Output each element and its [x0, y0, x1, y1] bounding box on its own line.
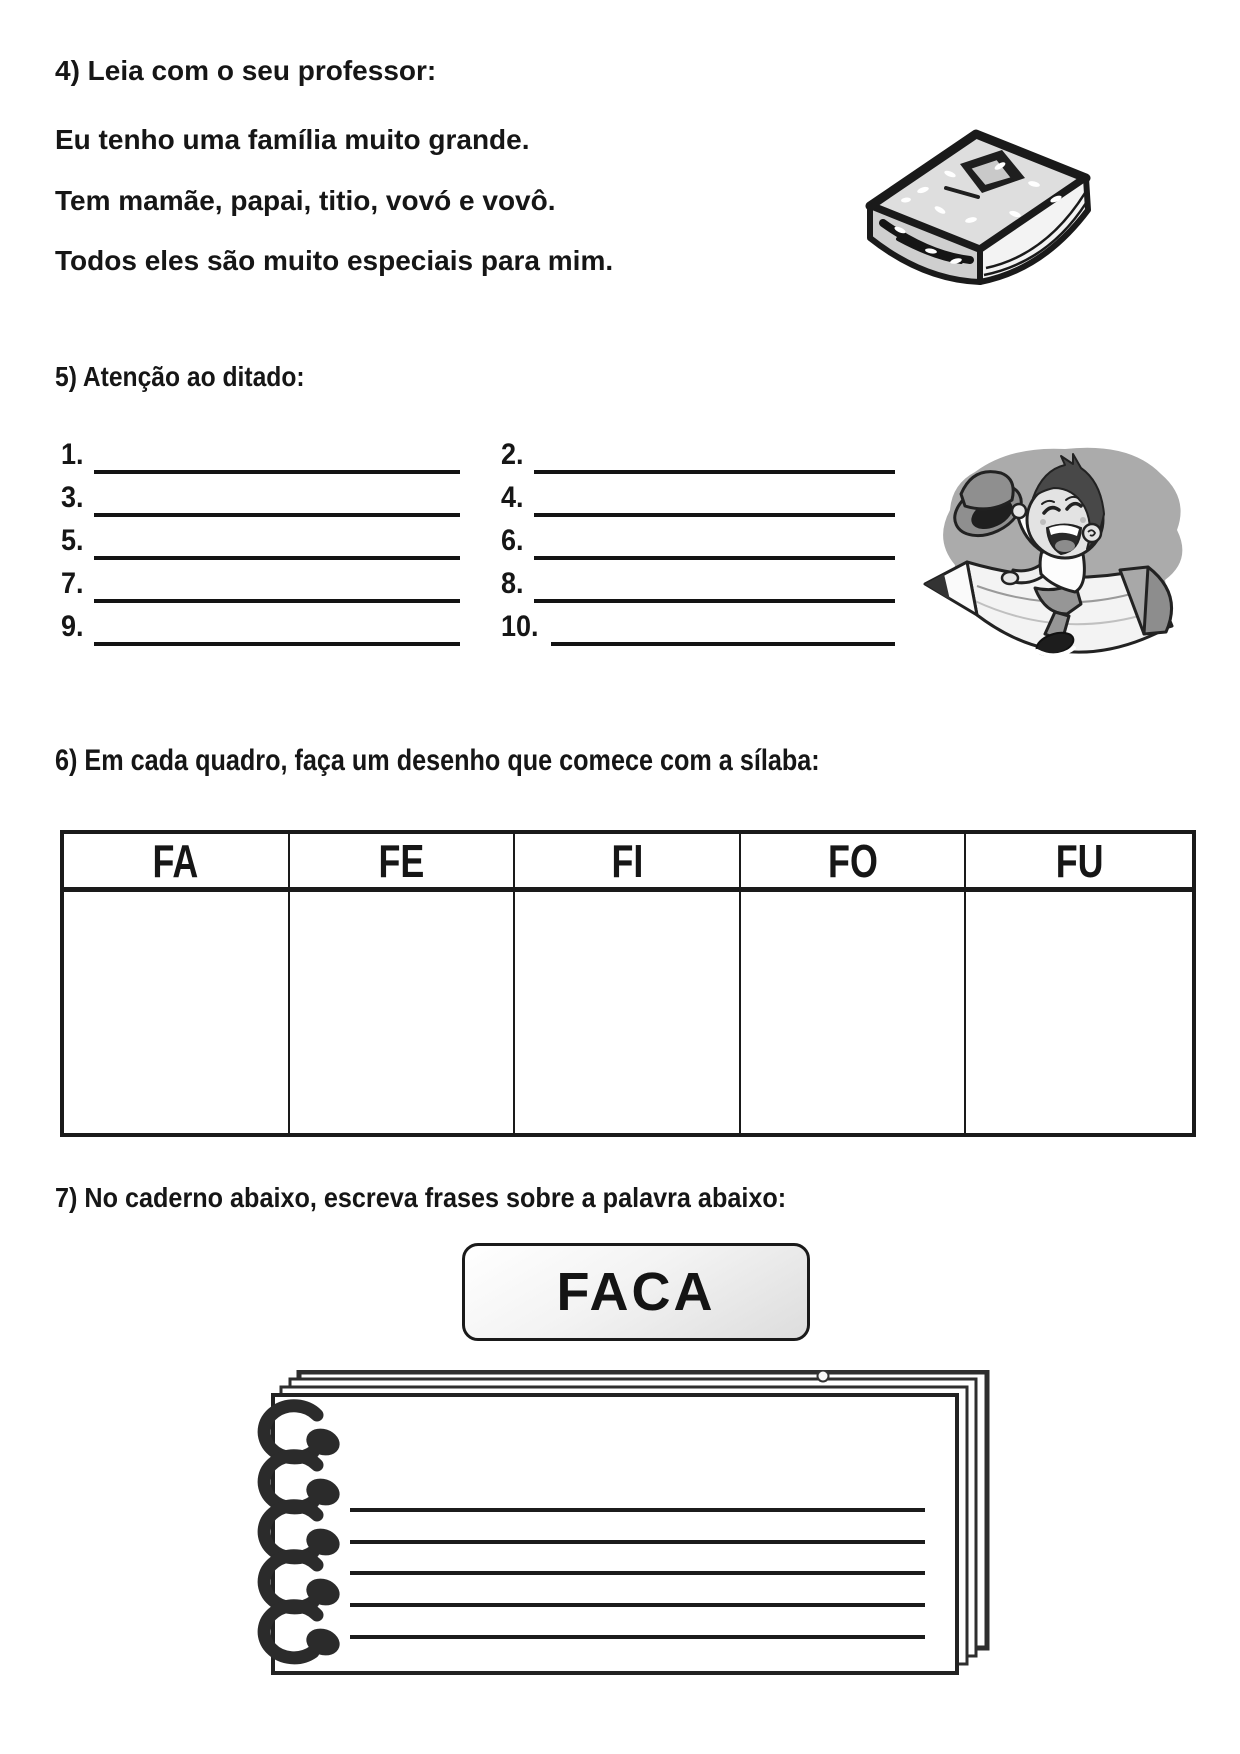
- syllable-header-fi: FI: [515, 834, 741, 892]
- notebook-writing-area[interactable]: [225, 1370, 995, 1682]
- dictation-number: 3.: [61, 481, 84, 514]
- dictation-blank-line[interactable]: [94, 599, 460, 603]
- dictation-number: 10.: [501, 610, 539, 643]
- drawing-cell-fi[interactable]: [515, 892, 741, 1133]
- syllable-table: [60, 830, 1196, 1137]
- dictation-number: 7.: [61, 567, 84, 600]
- dictation-blank-line[interactable]: [94, 556, 460, 560]
- dictation-number: 6.: [501, 524, 524, 557]
- dictation-item-10: [495, 605, 895, 648]
- dictation-item-9: [55, 605, 495, 648]
- dictation-list: [55, 433, 895, 648]
- keyword-box: [462, 1243, 810, 1341]
- dictation-item-5: [55, 519, 495, 562]
- syllable-header-fa: FA: [64, 834, 290, 892]
- dictation-number: 5.: [61, 524, 84, 557]
- spiral-notebook-icon: [225, 1370, 995, 1682]
- reading-sentence-1: Eu tenho uma família muito grande.: [55, 124, 530, 155]
- syllable-header-fu: FU: [966, 834, 1192, 892]
- dictation-item-6: [495, 519, 895, 562]
- closed-book-icon: [828, 98, 1100, 313]
- dictation-blank-line[interactable]: [94, 513, 460, 517]
- syllable-header-fo: FO: [741, 834, 967, 892]
- question-7-title: 7) No caderno abaixo, escreva frases sobre a palavra abaixo:: [55, 1182, 787, 1213]
- dictation-number: 1.: [61, 438, 84, 471]
- keyword-label: FACA: [556, 1262, 716, 1322]
- dictation-blank-line[interactable]: [534, 599, 895, 603]
- dictation-blank-line[interactable]: [534, 556, 895, 560]
- question-4-title: 4) Leia com o seu professor:: [55, 55, 437, 86]
- syllable-header-fe: FE: [290, 834, 516, 892]
- reading-sentence-2: Tem mamãe, papai, titio, vovó e vovô.: [55, 185, 556, 216]
- dictation-item-4: [495, 476, 895, 519]
- dictation-blank-line[interactable]: [534, 513, 895, 517]
- boy-riding-pencil-icon: [915, 420, 1195, 670]
- dictation-blank-line[interactable]: [94, 642, 460, 646]
- dictation-blank-line[interactable]: [551, 642, 895, 646]
- dictation-item-2: [495, 433, 895, 476]
- drawing-cell-fa[interactable]: [64, 892, 290, 1133]
- dictation-item-8: [495, 562, 895, 605]
- dictation-number: 8.: [501, 567, 524, 600]
- reading-sentence-3: Todos eles são muito especiais para mim.: [55, 245, 614, 276]
- dictation-number: 2.: [501, 438, 524, 471]
- dictation-number: 4.: [501, 481, 524, 514]
- dictation-number: 9.: [61, 610, 84, 643]
- dictation-blank-line[interactable]: [94, 470, 460, 474]
- question-6-title: 6) Em cada quadro, faça um desenho que comece com a sílaba:: [55, 744, 820, 777]
- drawing-cell-fo[interactable]: [741, 892, 967, 1133]
- dictation-item-1: [55, 433, 495, 476]
- question-5-title: 5) Atenção ao ditado:: [55, 361, 305, 392]
- drawing-cell-fu[interactable]: [966, 892, 1192, 1133]
- dictation-item-7: [55, 562, 495, 605]
- dictation-item-3: [55, 476, 495, 519]
- drawing-cell-fe[interactable]: [290, 892, 516, 1133]
- dictation-blank-line[interactable]: [534, 470, 895, 474]
- book-illustration: [828, 98, 1100, 313]
- boy-on-pencil-illustration: [915, 420, 1195, 670]
